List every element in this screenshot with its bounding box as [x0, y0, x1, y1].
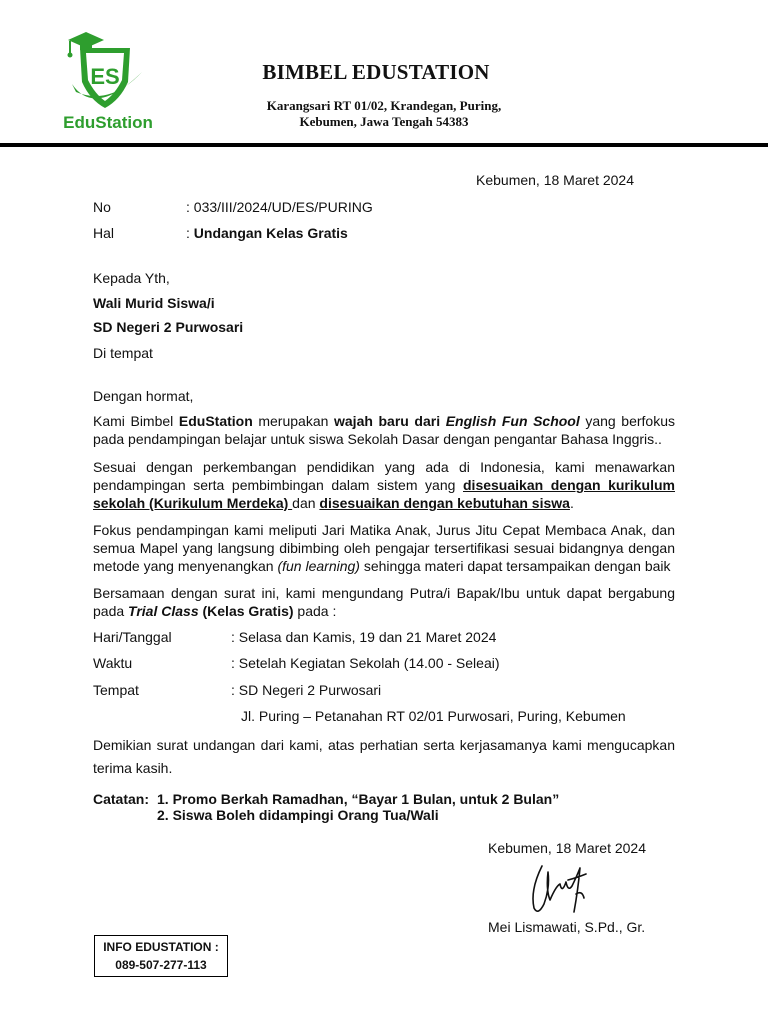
signatory-name: Mei Lismawati, S.Pd., Gr.: [488, 919, 646, 935]
paragraph-1: Kami Bimbel EduStation merupakan wajah baru dari English Fun School yang berfokus pada pendampingan belajar untuk siswa Sekolah Dasar dengan pengantar Bahasa Inggris..: [93, 413, 676, 447]
org-address: [200, 98, 568, 130]
paragraph-4: Bersamaan dengan surat ini, kami mengundang Putra/i Bapak/Ibu untuk dapat bergabung pada Trial Class (Kelas Gratis) pada :: [93, 585, 675, 619]
info-contact-box: [94, 935, 228, 977]
number-label: No: [93, 199, 111, 215]
org-name: BIMBEL EDUSTATION: [262, 60, 490, 84]
recipient-line-1: Kepada Yth,: [93, 270, 170, 286]
address-line-2: Kebumen, Jawa Tengah 54383: [299, 114, 469, 129]
paragraph-3: Fokus pendampingan kami meliputi Jari Matika Anak, Jurus Jitu Cepat Membaca Anak, dan semua Mapel yang langsung dibimbing oleh pengajar tersertifikasi sesuai bidangnya dengan metode yang menyenangkan (fun learning) sehingga materi dapat tersampaikan dengan baik: [93, 522, 675, 574]
letter-date: Kebumen, 18 Maret 2024: [476, 172, 634, 188]
info-box-phone: 089-507-277-113: [115, 958, 207, 972]
address-line-1: Karangsari RT 01/02, Krandegan, Puring,: [266, 98, 502, 113]
subject-value: : Undangan Kelas Gratis: [186, 225, 348, 241]
svg-text:ES: ES: [90, 64, 120, 89]
header-divider: [0, 143, 768, 147]
paragraph-2: Sesuai dengan perkembangan pendidikan yang ada di Indonesia, kami menawarkan pendampingan serta pembimbingan dalam sistem yang disesuaikan dengan kurikulum sekolah (Kurikulum Merdeka) dan disesuaikan dengan kebutuhan siswa.: [93, 459, 675, 511]
edustation-logo: [50, 22, 180, 134]
svg-text:EduStation: EduStation: [63, 113, 153, 132]
signature-image: [520, 860, 600, 918]
subject-label: Hal: [93, 225, 115, 241]
signature-date: Kebumen, 18 Maret 2024: [488, 840, 646, 856]
shield-icon: [50, 22, 180, 134]
recipient-line-2: Wali Murid Siswa/i: [93, 295, 215, 311]
signature-icon: [520, 860, 600, 918]
recipient-line-3: SD Negeri 2 Purwosari: [93, 319, 244, 335]
greeting: Dengan hormat,: [93, 388, 194, 404]
detail-address: Jl. Puring – Petanahan RT 02/01 Purwosari, Puring, Kebumen: [241, 708, 626, 724]
number-value: : 033/III/2024/UD/ES/PURING: [186, 199, 373, 215]
note-label: Catatan:: [93, 791, 150, 807]
info-box-title: INFO EDUSTATION :: [103, 940, 219, 954]
closing-paragraph: Demikian surat undangan dari kami, atas perhatian serta kerjasamanya kami mengucapkan terima kasih.: [93, 737, 675, 776]
note-2: 2. Siswa Boleh didampingi Orang Tua/Wali: [157, 807, 439, 823]
recipient-line-4: Di tempat: [93, 345, 153, 361]
note-1: 1. Promo Berkah Ramadhan, “Bayar 1 Bulan, untuk 2 Bulan”: [157, 791, 560, 807]
